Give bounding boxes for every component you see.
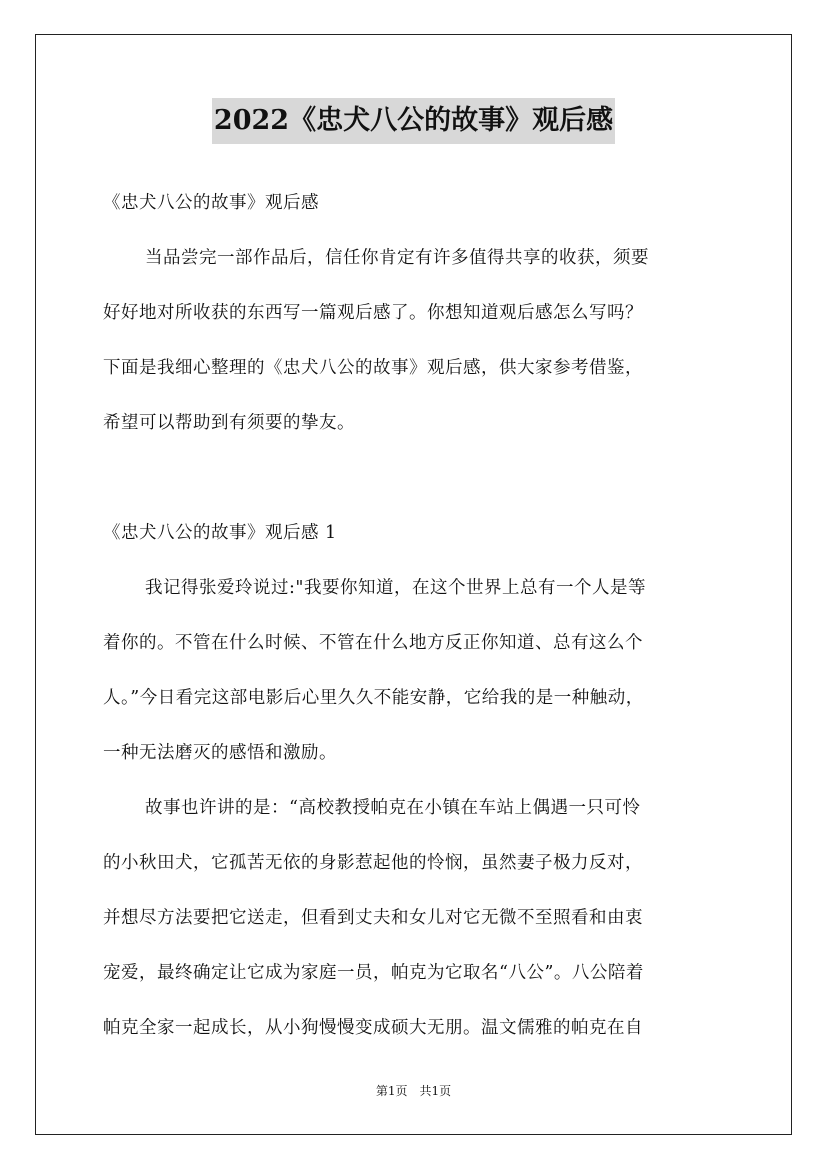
section1-line: 着你的。不管在什么时候、不管在什么地方反正你知道、总有这么个: [103, 633, 643, 653]
page-total: 共1页: [419, 1084, 452, 1098]
section1-line: 人。”今日看完这部电影后心里久久不能安静，它给我的是一种触动，: [103, 688, 644, 708]
intro-line: 希望可以帮助到有须要的挚友。: [103, 413, 355, 433]
section1-line: 故事也许讲的是：“高校教授帕克在小镇在车站上偶遇一只可怜: [145, 798, 641, 818]
document-body: [103, 176, 733, 1056]
section1-line: 我记得张爱玲说过:"我要你知道，在这个世界上总有一个人是等: [145, 578, 646, 598]
document-title: 2022《忠犬八公的故事》观后感: [212, 98, 615, 144]
intro-line: 好好地对所收获的东西写一篇观后感了。你想知道观后感怎么写吗？: [103, 303, 643, 323]
page-number: 第1页: [375, 1084, 408, 1098]
section1-line: 的小秋田犬，它孤苦无依的身影惹起他的怜悯，虽然妻子极力反对，: [103, 853, 643, 873]
section1-paragraph-2: [103, 781, 733, 1056]
intro-paragraph: [103, 231, 733, 451]
section1-line: 并想尽方法要把它送走，但看到丈夫和女儿对它无微不至照看和由衷: [103, 908, 643, 928]
intro-line: 下面是我细心整理的《忠犬八公的故事》观后感，供大家参考借鉴，: [103, 358, 643, 378]
title-container: [0, 98, 827, 144]
section1-line: 一种无法磨灭的感悟和激励。: [103, 743, 337, 763]
page-footer: [0, 1082, 827, 1099]
section1-paragraph-1: [103, 561, 733, 781]
section1-line: 宠爱，最终确定让它成为家庭一员，帕克为它取名“八公”。八公陪着: [103, 963, 644, 983]
section1-line: 帕克全家一起成长，从小狗慢慢变成硕大无朋。温文儒雅的帕克在自: [103, 1018, 643, 1038]
paragraph-gap: [103, 451, 733, 506]
section1-heading: 《忠犬八公的故事》观后感 1: [103, 523, 337, 543]
intro-heading: 《忠犬八公的故事》观后感: [103, 193, 319, 213]
intro-line: 当品尝完一部作品后，信任你肯定有许多值得共享的收获，须要: [145, 248, 649, 268]
